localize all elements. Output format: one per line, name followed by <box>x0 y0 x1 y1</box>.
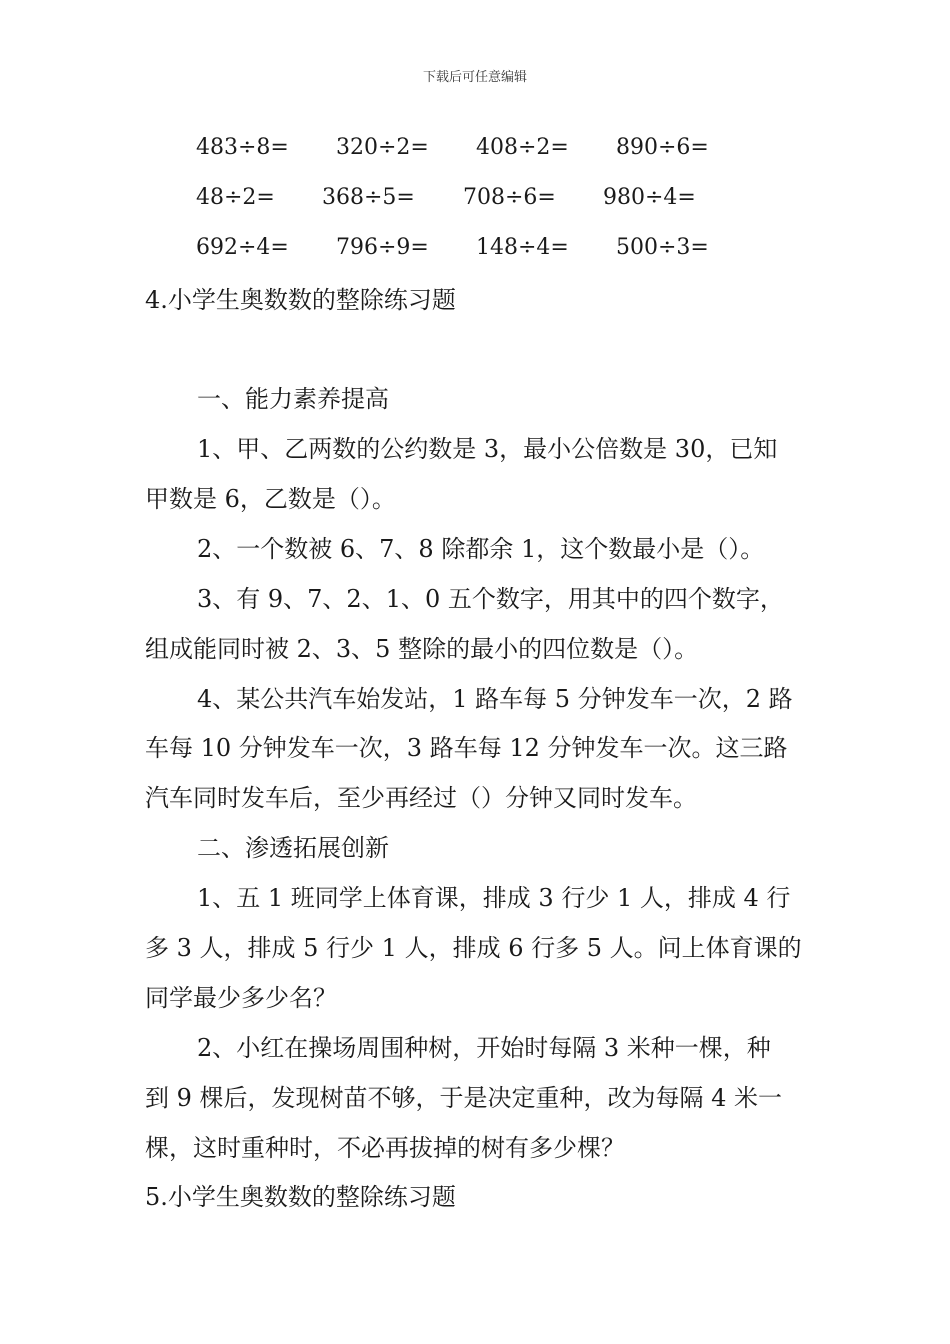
equation: 796÷9= <box>336 235 429 260</box>
question-line: 2、小红在操场周围种树，开始时每隔 3 米种一棵，种 <box>197 1034 771 1062</box>
equation: 708÷6= <box>463 185 556 210</box>
subsection-heading: 二、渗透拓展创新 <box>197 834 389 862</box>
equation: 408÷2= <box>476 135 569 160</box>
question-line: 同学最少多少名？ <box>145 984 337 1012</box>
section-title: 4.小学生奥数数的整除练习题 <box>145 286 456 314</box>
equation-row-1 <box>0 135 950 175</box>
section-title: 5.小学生奥数数的整除练习题 <box>145 1183 456 1211</box>
question-line: 1、甲、乙两数的公约数是 3，最小公倍数是 30，已知 <box>197 435 778 463</box>
question-line: 3、有 9、7、2、1、0 五个数字，用其中的四个数字， <box>197 585 784 613</box>
question-line: 组成能同时被 2、3、5 整除的最小的四位数是（）。 <box>145 635 699 663</box>
equation: 500÷3= <box>616 235 709 260</box>
subsection-heading: 一、能力素养提高 <box>197 385 389 413</box>
page-header: 下载后可任意编辑 <box>422 70 527 85</box>
equation: 980÷4= <box>603 185 696 210</box>
equation: 368÷5= <box>322 185 415 210</box>
question-line: 车每 10 分钟发车一次，3 路车每 12 分钟发车一次。这三路 <box>145 734 788 762</box>
question-line: 汽车同时发车后，至少再经过（）分钟又同时发车。 <box>145 784 697 812</box>
equation-row-3 <box>0 235 950 275</box>
equation: 48÷2= <box>196 185 275 210</box>
equation: 320÷2= <box>336 135 429 160</box>
equation: 890÷6= <box>616 135 709 160</box>
question-line: 2、一个数被 6、7、8 除都余 1，这个数最小是（）。 <box>197 535 765 563</box>
question-line: 棵，这时重种时，不必再拔掉的树有多少棵？ <box>145 1134 625 1162</box>
question-line: 到 9 棵后，发现树苗不够，于是决定重种，改为每隔 4 米一 <box>145 1084 783 1112</box>
question-line: 甲数是 6，乙数是（）。 <box>145 485 396 513</box>
question-line: 多 3 人，排成 5 行少 1 人，排成 6 行多 5 人。问上体育课的 <box>145 934 802 962</box>
equation: 148÷4= <box>476 235 569 260</box>
question-line: 1、五 1 班同学上体育课，排成 3 行少 1 人，排成 4 行 <box>197 884 791 912</box>
question-line: 4、某公共汽车始发站，1 路车每 5 分钟发车一次，2 路 <box>197 685 793 713</box>
equation: 483÷8= <box>196 135 289 160</box>
equation-row-2 <box>0 185 950 225</box>
equation: 692÷4= <box>196 235 289 260</box>
